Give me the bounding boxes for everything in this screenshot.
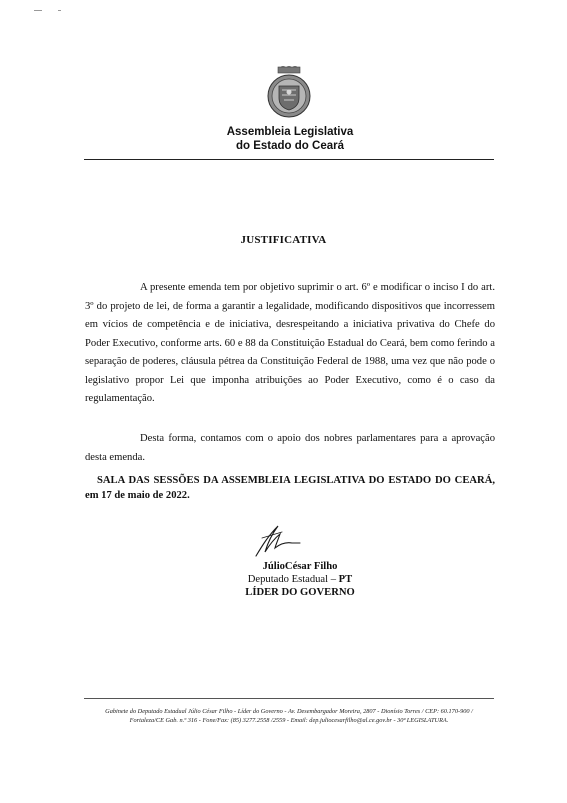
signer-name: JúlioCésar Filho (262, 561, 338, 572)
document-heading: JUSTIFICATIVA (240, 234, 327, 246)
institution-name-line2: do Estado do Ceará (236, 140, 344, 152)
scan-mark-right (58, 10, 61, 11)
institution-name-line1: Assembleia Legislativa (226, 126, 354, 138)
signer-role (200, 573, 400, 586)
justification-paragraph: A presente emenda tem por objetivo suprimir o art. 6º e modificar o inciso I do art. 3º do projeto de lei, de forma a garantir a legalidade, modificando dispositivos que incorressem em vícios de competência e de iniciativa, desrespeitando a iniciativa privativa do Chefe do Poder Executivo, conforme arts. 60 e 88 da Constituição Estadual do Ceará, bem como ferindo a separação de poderes, cláusula pétrea da Constituição Federal de 1988, uma vez que não pode o legislativo propor Lei que imponha atribuições ao Poder Executivo, como é o caso da regulamentação. (85, 282, 495, 404)
session-statement: SALA DAS SESSÕES DA ASSEMBLEIA LEGISLATIVA DO ESTADO DO CEARÁ, em 17 de maio de 2022. (85, 475, 495, 501)
header-divider (84, 159, 494, 160)
footer-address-line1: Gabinete do Deputado Estadual Júlio César Filho - Líder do Governo - Av. Desembargador Moreira, 2807 - Dionísio Torres / CEP: 60.170-900 / (105, 708, 473, 715)
coat-of-arms-seal-icon (266, 66, 312, 118)
signer-title: LÍDER DO GOVERNO (245, 587, 355, 598)
scan-mark-left (34, 10, 42, 11)
closing-paragraph: Desta forma, contamos com o apoio dos nobres parlamentares para a aprovação desta emenda. (85, 433, 495, 463)
signer-party: PT (338, 574, 353, 585)
handwritten-signature (248, 522, 308, 558)
signer-role-prefix: Deputado Estadual – (247, 574, 339, 585)
footer-address-line2: Fortaleza/CE Gab. n.º 316 - Fone/Fax: (85) 3277.2558 /2559 - Email: dep.juliocesarfilho@al.ce.gov.br - 30ª LEGISLATURA. (129, 717, 449, 724)
footer-divider (84, 698, 494, 699)
